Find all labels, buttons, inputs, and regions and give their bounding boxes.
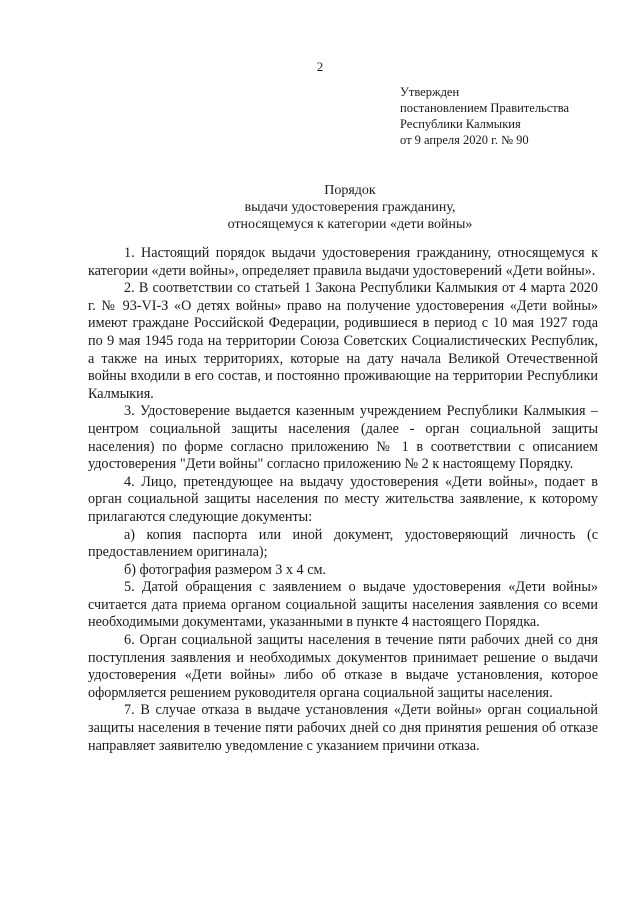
paragraph-4b: б) фотография размером 3 х 4 см.: [124, 561, 327, 578]
approval-stamp: [400, 84, 630, 148]
paragraph-3: 3. Удостоверение выдается казенным учреждением Республики Калмыкия – центром социальной защиты населения (далее - орган социальной защиты населения) по форме согласно приложению № 1 в соответствии с описанием удостоверения "Дети войны" согласно приложению № 2 к настоящему Порядку.: [88, 403, 598, 473]
document-body: [88, 245, 598, 755]
paragraph-5: 5. Датой обращения с заявлением о выдаче удостоверения «Дети войны» считается дата приема органом социальной защиты населения заявления со всеми необходимыми документами, указанными в пункте 4 настоящего Порядка.: [88, 579, 598, 631]
approval-line-approved: Утвержден: [400, 85, 460, 99]
title-line-issuance: выдачи удостоверения гражданину,: [244, 200, 456, 215]
paragraph-2: 2. В соответствии со статьей 1 Закона Республики Калмыкия от 4 марта 2020 г. № 93-VI-З «О детях войны» право на получение удостоверения «Дети войны» имеют граждане Российской Федерации, родившиеся в период с 10 мая 1927 года по 9 мая 1945 года на территории Союза Советских Социалистических Республик, а также на иных территориях, которые на дату начала Великой Отечественной войны входили в его состав, и постоянно проживающие на территории Республики Калмыкия.: [88, 280, 598, 402]
title-line-category: относящемуся к категории «дети войны»: [227, 217, 473, 232]
paragraph-6: 6. Орган социальной защиты населения в течение пяти рабочих дней со дня поступления заявления и необходимых документов принимает решение о выдачи удостоверения «Дети войны» либо об отказе в выдаче установления, которое оформляется решением руководителя органа социальной защиты населения.: [88, 632, 598, 701]
paragraph-1: 1. Настоящий порядок выдачи удостоверения гражданину, относящемуся к категории «дети войны», определяет правила выдачи удостоверений «Дети войны».: [88, 245, 598, 279]
title-line-procedure: Порядок: [324, 183, 376, 198]
document-title: [100, 182, 600, 233]
approval-line-resolution: постановлением Правительства: [400, 101, 570, 115]
paragraph-7: 7. В случае отказа в выдаче установления «Дети войны» орган социальной защиты населения в течение пяти рабочих дней со дня принятия решения об отказе направляет заявителю уведомление с указанием причини отказа.: [88, 702, 598, 754]
page-number: 2: [316, 59, 324, 74]
approval-line-republic: Республики Калмыкия: [400, 117, 521, 131]
approval-line-date: от 9 апреля 2020 г. № 90: [400, 133, 529, 147]
paragraph-4: 4. Лицо, претендующее на выдачу удостоверения «Дети войны», подает в орган социальной защиты населения по месту жительства заявление, к которому прилагаются следующие документы:: [88, 473, 598, 525]
paragraph-4a: а) копия паспорта или иной документ, удостоверяющий личность (с предоставлением оригинала);: [88, 526, 598, 561]
